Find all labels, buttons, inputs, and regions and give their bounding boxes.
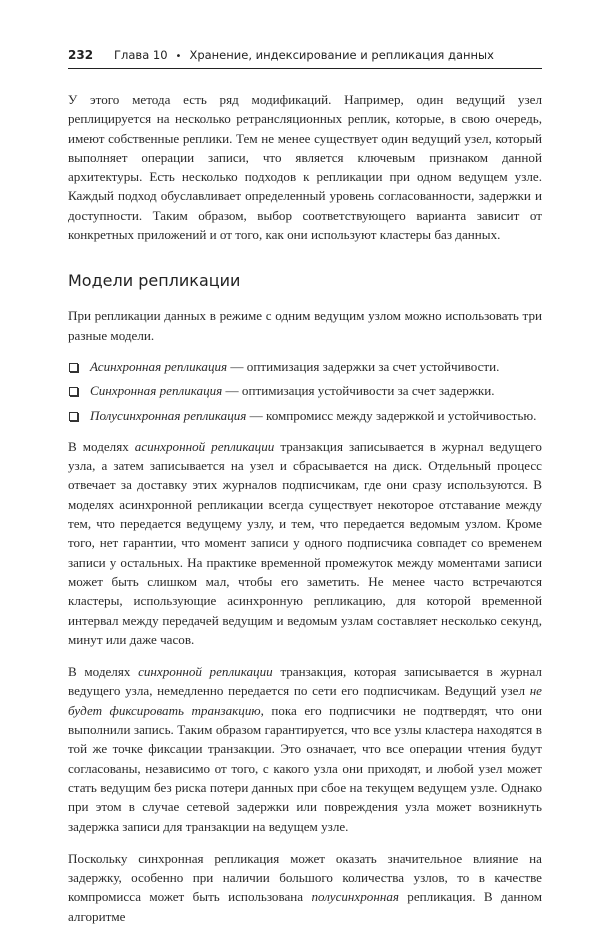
running-header: [68, 48, 542, 69]
checkbox-bullet-icon: [69, 412, 78, 421]
semisync-replication-paragraph: [68, 849, 542, 926]
emphasis: не будет фиксировать транзакцию: [68, 683, 542, 718]
page-body: [68, 90, 542, 926]
text: В моделях: [68, 438, 135, 454]
chapter-title: Хранение, индексирование и репликация данных: [189, 48, 494, 62]
page-number: 232: [68, 48, 94, 62]
emphasis: асинхронной репликации: [134, 438, 275, 454]
text: В моделях: [68, 664, 139, 680]
text: транзакция, которая записывается в журнал ведущего узла, немедленно передается по сети его подписчикам. Ведущий узел: [68, 664, 542, 699]
description: — оптимизация задержки за счет устойчивости.: [227, 358, 500, 374]
chapter-label: Глава 10: [114, 48, 168, 62]
intro-paragraph: У этого метода есть ряд модификаций. Например, один ведущий узел реплицируется на несколько ретрансляционных реплик, которые, в свою очередь, имеют собственные реплики. Тем не менее существует один ведущий узел, который выполняет операции записи, что является ключевым признаком данной архитектуры. Есть несколько подходов к репликации при одном ведущем узле. Каждый подход обуславливает определенный уровень согласованности, задержки и доступности. Таким образом, выбор соответствующего варианта зависит от конкретных приложений и от того, как они используют кластеры баз данных.: [68, 92, 542, 243]
text: транзакция записывается в журнал ведущего узла, а затем записывается на узел и сбрасывается на диск. Отдельный процесс отвечает за доставку этих журналов подписчикам, где они сразу используются. В моделях асинхронной репликации всегда существует некоторое отставание между тем, что передается ведущему узлу, и тем, что передается ведомым узлом. Кроме того, нет гарантии, что момент записи у одного подписчика совпадет со временем записи у остальных. На практике временной промежуток между моментами записи может быть слишком мал, чтобы его заметить. Не менее часто встречаются кластеры, использующие асинхронную репликацию, для которой временной интервал между передачей ведущим и ведомым узлам составляет несколько секунд, минут или даже часов.: [68, 438, 542, 647]
term: Синхронная репликация: [90, 383, 223, 399]
emphasis: полусинхронная: [311, 889, 399, 905]
text: репликация. В данном алгоритме: [68, 889, 542, 924]
section-heading: Модели репликации: [68, 271, 241, 291]
term: Асинхронная репликация: [90, 358, 228, 374]
term: Полусинхронная репликация: [90, 407, 247, 423]
text: , пока его подписчики не подтвердят, что они выполнили запись. Таким образом гарантируется, что все узлы кластера находятся в той же точке фиксации транзакции. Это означает, что все операции чтения будут согласованы, независимо от того, с какого узла они приходят, и любой узел может стать ведущим без риска потери данных при сбое на текущем ведущем узле. Однако при этом в случае сетевой задержки или повреждения узла может возникнуть задержка записи для транзакции на ведущем узле.: [68, 702, 542, 834]
checkbox-bullet-icon: [69, 387, 78, 396]
sync-replication-paragraph: [68, 662, 542, 836]
section-lead-paragraph: При репликации данных в режиме с одним ведущим узлом можно использовать три разные модели.: [68, 308, 542, 343]
list-item-async: [68, 357, 542, 376]
checkbox-bullet-icon: [69, 363, 78, 372]
list-item-sync: [68, 381, 542, 400]
list-item-semisync: [68, 406, 542, 425]
replication-models-list: [68, 357, 542, 425]
text: Поскольку синхронная репликация может оказать значительное влияние на задержку, особенно при наличии большого количества узлов, то в качестве компромисса может быть использована: [68, 850, 542, 905]
description: — оптимизация устойчивости за счет задержки.: [222, 383, 495, 399]
description: — компромисс между задержкой и устойчивостью.: [246, 407, 537, 423]
bullet-separator: •: [175, 51, 182, 62]
emphasis: синхронной репликации: [138, 664, 273, 680]
async-replication-paragraph: [68, 437, 542, 649]
